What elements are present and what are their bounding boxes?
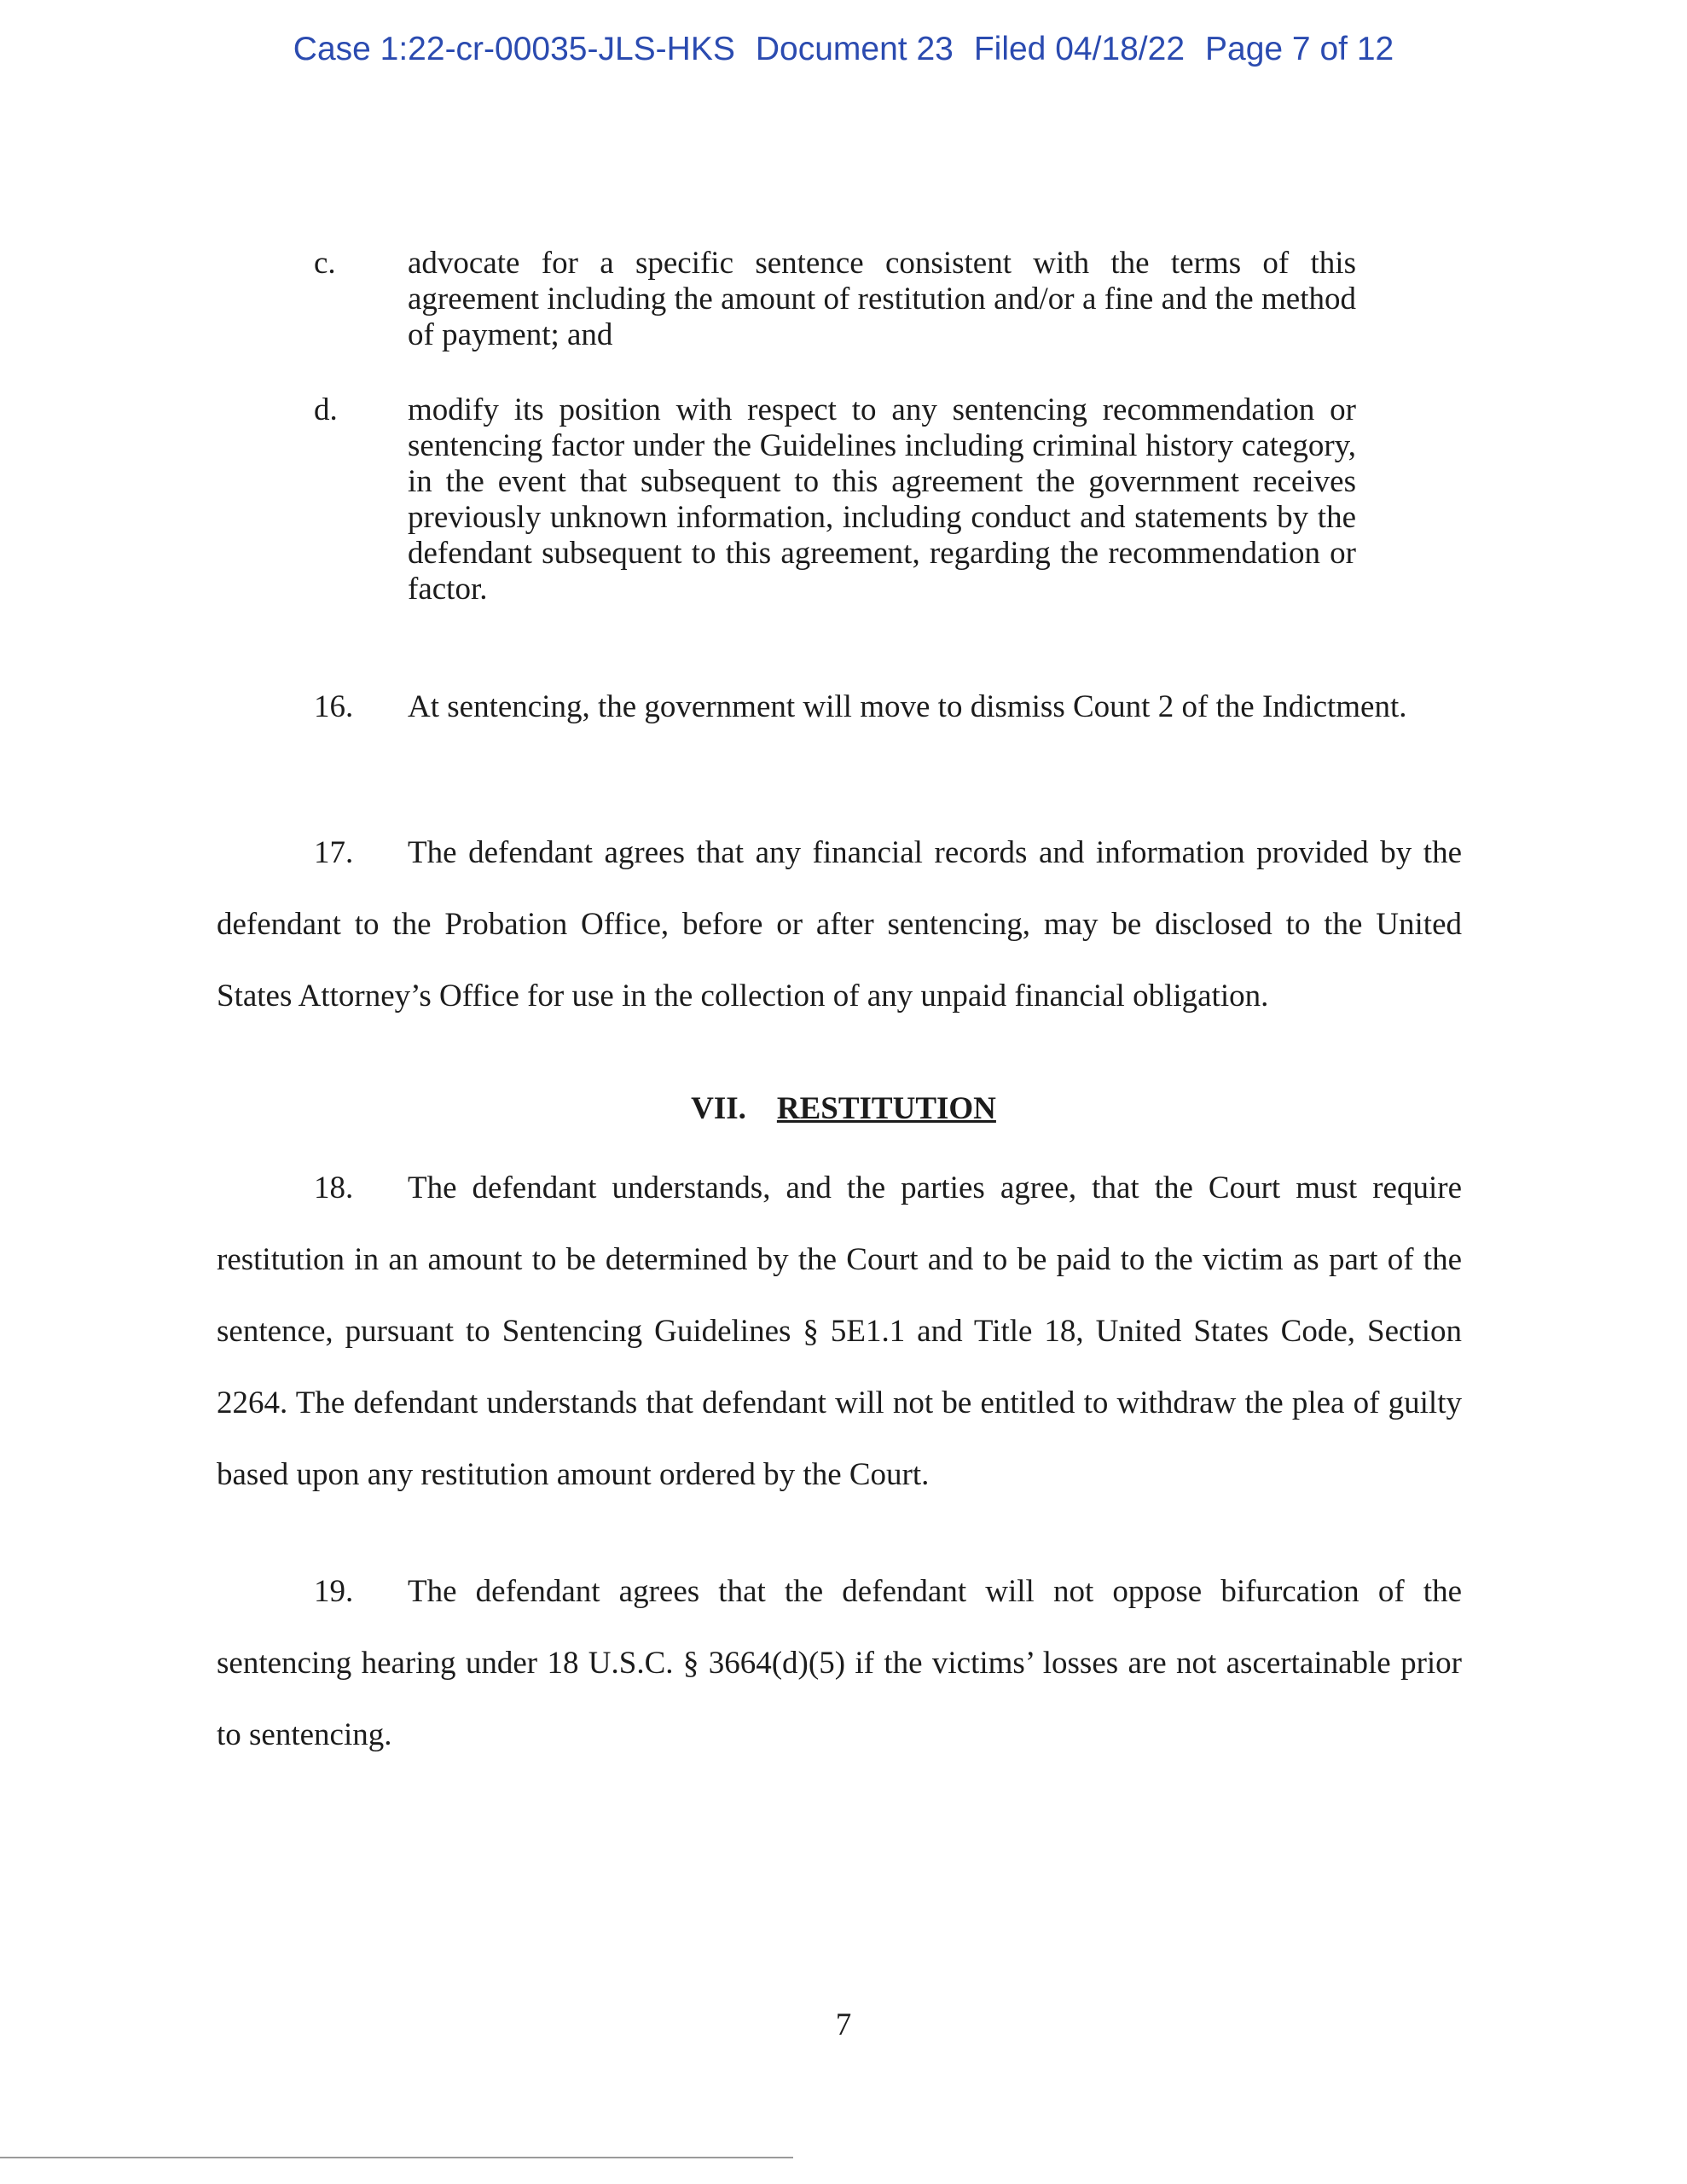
page-indicator: Page 7 of 12	[1205, 31, 1394, 67]
list-item-text: advocate for a specific sentence consistent with the terms of this agreement including the amount of restitution and/or a fine and the method of payment; and	[408, 246, 1356, 352]
paragraph-19	[217, 1556, 1462, 1771]
page-number: 7	[835, 2007, 852, 2042]
section-number: VII.	[691, 1091, 746, 1126]
list-item-label: c.	[314, 246, 336, 281]
paragraph-text: The defendant agrees that the defendant will not oppose bifurcation of the sentencing hearing under 18 U.S.C. § 3664(d)(5) if the victims’ losses are not ascertainable prior to sentencing.	[217, 1574, 1462, 1752]
paragraph-text: The defendant agrees that any financial records and information provided by the defendant to the Probation Office, before or after sentencing, may be disclosed to the United States Attorney’s Office for use in the collection of any unpaid financial obligation.	[217, 835, 1462, 1014]
footer-rule	[0, 2157, 793, 2158]
document-number: Document 23	[755, 31, 954, 67]
paragraph-number: 16.	[314, 689, 354, 724]
section-heading	[0, 1090, 1687, 1127]
list-item-label: d.	[314, 392, 338, 427]
paragraph-text: At sentencing, the government will move to dismiss Count 2 of the Indictment.	[408, 689, 1407, 724]
filed-date: Filed 04/18/22	[973, 31, 1186, 67]
paragraph-16	[314, 689, 1465, 725]
case-number: Case 1:22-cr-00035-JLS-HKS	[293, 31, 735, 67]
paragraph-18	[217, 1153, 1462, 1511]
paragraph-number: 17.	[314, 835, 354, 870]
paragraph-number: 19.	[314, 1574, 354, 1609]
section-title: RESTITUTION	[776, 1091, 996, 1126]
list-item-text: modify its position with respect to any sentencing recommendation or sentencing factor under the Guidelines including criminal history category, in the event that subsequent to this agreement the government receives previously unknown information, including conduct and statements by the defendant subsequent to this agreement, regarding the recommendation or factor.	[408, 392, 1356, 607]
paragraph-17	[217, 817, 1462, 1032]
court-filing-header	[0, 31, 1687, 68]
paragraph-number: 18.	[314, 1170, 354, 1205]
paragraph-text: The defendant understands, and the parties agree, that the Court must require restitution in an amount to be determined by the Court and to be paid to the victim as part of the sentence, pursuant to Sentencing Guidelines § 5E1.1 and Title 18, United States Code, Section 2264. The defendant understands that defendant will not be entitled to withdraw the plea of guilty based upon any restitution amount ordered by the Court.	[217, 1170, 1462, 1492]
